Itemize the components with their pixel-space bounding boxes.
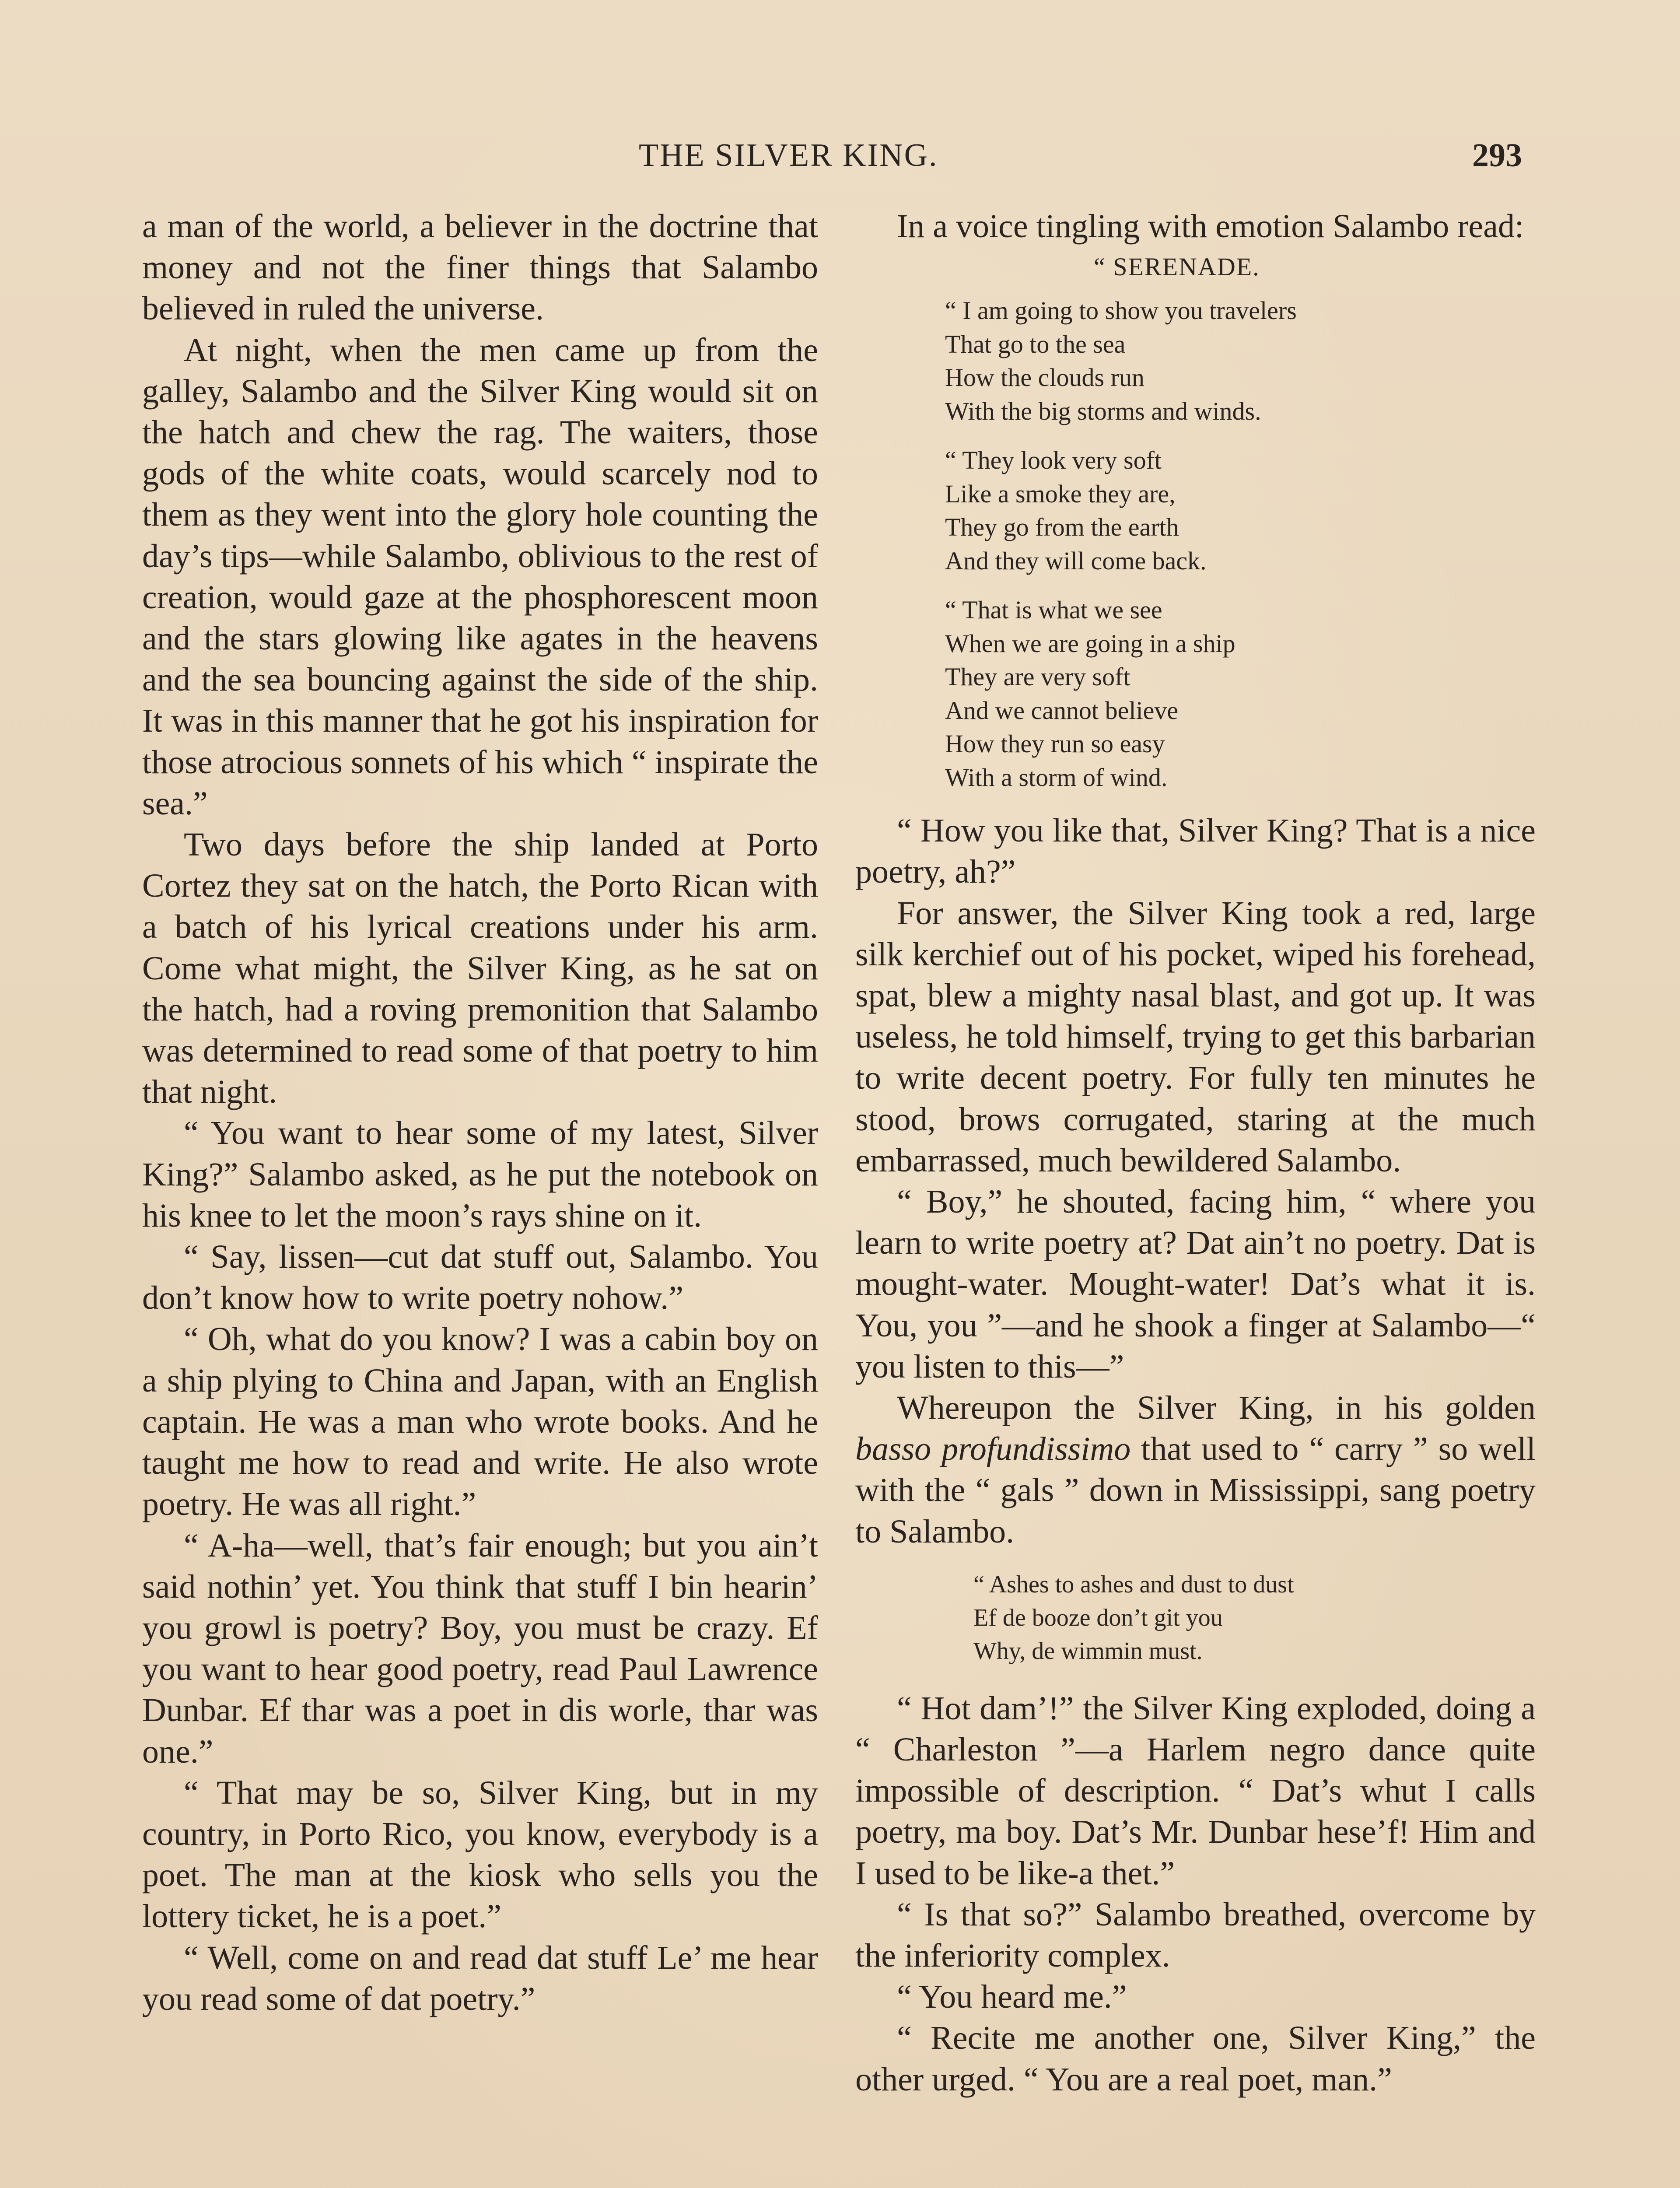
paragraph: For answer, the Silver King took a red, large silk kerchief out of his pocket, wiped his forehead, spat, blew a mighty nasal blast, and got up. It was useless, he told himself, trying to get this barbarian to write decent poetry. For fully ten minutes he stood, brows corrugated, staring at the much embarrassed, much bewildered Salambo. — [855, 894, 1536, 1179]
text-run: that used to “ carry ” so well with the “ gals ” down in Mississippi, sang poetry to Salambo. — [855, 1431, 1536, 1550]
song-line: Why, de wimmin must. — [973, 1637, 1203, 1665]
poem-stanza — [855, 444, 1536, 578]
poem-line: When we are going in a ship — [945, 629, 1236, 658]
paragraph: “ Boy,” he shouted, facing him, “ where you learn to write poetry at? Dat ain’t no poetry. Dat is mought-water. Mought-water! Dat’s what it is. You, you ”—and he shook a finger at Salambo—“ you listen to this—” — [855, 1183, 1536, 1385]
running-title: THE SILVER KING. — [639, 137, 938, 173]
poem-line: They are very soft — [945, 663, 1130, 691]
poem-stanza — [855, 593, 1536, 794]
poem-line: How they run so easy — [945, 729, 1165, 758]
poem-title: “ SERENADE. — [1094, 252, 1260, 281]
paragraph: “ Well, come on and read dat stuff Le’ me hear you read some of dat poetry.” — [142, 1939, 818, 2017]
paragraph: “ You want to hear some of my latest, Silver King?” Salambo asked, as he put the notebook on his knee to let the moon’s rays shine on it. — [142, 1115, 818, 1234]
running-header — [0, 131, 1680, 179]
paragraph: “ Oh, what do you know? I was a cabin boy on a ship plying to China and Japan, with an English captain. He was a man who wrote books. And he taught me how to read and write. He also wrote poetry. He was all right.” — [142, 1321, 818, 1523]
song-line: “ Ashes to ashes and dust to dust — [973, 1571, 1294, 1598]
song-verse — [855, 1568, 1536, 1668]
poem-line: That go to the sea — [945, 330, 1126, 358]
paragraph: “ Recite me another one, Silver King,” the other urged. “ You are a real poet, man.” — [855, 2020, 1536, 2098]
poem-stanza — [855, 294, 1536, 428]
paragraph: “ Hot dam’!” the Silver King exploded, doing a “ Charleston ”—a Harlem negro dance quite impossible of description. “ Dat’s whut I calls poetry, ma boy. Dat’s Mr. Dunbar hese’f! Him and I used to be like-a thet.” — [855, 1690, 1536, 1892]
poem-line: “ I am going to show you travelers — [945, 296, 1297, 325]
paragraph: “ That may be so, Silver King, but in my country, in Porto Rico, you know, everybody is a poet. The man at the kiosk who sells you the lottery ticket, he is a poet.” — [142, 1774, 818, 1935]
poem-line: “ That is what we see — [945, 596, 1162, 624]
paragraph: a man of the world, a believer in the doctrine that money and not the finer things that Salambo believed in ruled the universe. — [142, 208, 818, 327]
paragraph: “ A-ha—well, that’s fair enough; but you ain’t said nothin’ yet. You think that stuff I bin hearin’ you growl is poetry? Boy, you must be crazy. Ef you want to hear good poetry, read Paul Lawrence Dunbar. Ef thar was a poet in dis worle, thar was one.” — [142, 1527, 818, 1770]
text-run: Whereupon the Silver King, in his golden — [897, 1389, 1536, 1427]
page-number: 293 — [1472, 137, 1522, 174]
paragraph-whereupon — [855, 1387, 1536, 1552]
poem-line: How the clouds run — [945, 363, 1144, 392]
poem-line: With the big storms and winds. — [945, 396, 1261, 425]
left-column — [142, 206, 818, 2020]
poem-line: With a storm of wind. — [945, 763, 1168, 792]
paragraph: “ Say, lissen—cut dat stuff out, Salambo. You don’t know how to write poetry nohow.” — [142, 1238, 818, 1317]
paragraph: At night, when the men came up from the galley, Salambo and the Silver King would sit on the hatch and chew the rag. The waiters, those gods of the white coats, would scarcely nod to them as they went into the glory hole counting the day’s tips—while Salambo, oblivious to the rest of creation, would gaze at the phosphorescent moon and the stars glowing like agates in the heavens and the sea bouncing against the side of the ship. It was in this manner that he got his inspiration for those atrocious sonnets of his which “ inspirate the sea.” — [142, 331, 819, 822]
poem-line: They go from the earth — [945, 513, 1179, 542]
italic-phrase: basso profundissimo — [855, 1431, 1131, 1468]
poem-line: And they will come back. — [945, 546, 1207, 575]
poem-line: Like a smoke they are, — [945, 479, 1176, 508]
poem-line: “ They look very soft — [945, 446, 1162, 475]
paragraph: In a voice tingling with emotion Salambo read: — [897, 208, 1524, 245]
paragraph: Two days before the ship landed at Porto Cortez they sat on the hatch, the Porto Rican with a batch of his lyrical creations under his arm. Come what might, the Silver King, as he sat on the hatch, had a roving premonition that Salambo was determined to read some of that poetry to him that night. — [142, 826, 818, 1111]
poem-line: And we cannot believe — [945, 696, 1179, 725]
paragraph: “ You heard me.” — [897, 1978, 1127, 2016]
song-line: Ef de booze don’t git you — [973, 1604, 1223, 1631]
paragraph: “ How you like that, Silver King? That is a nice poetry, ah?” — [855, 812, 1536, 891]
right-column — [855, 206, 1536, 2100]
paragraph: “ Is that so?” Salambo breathed, overcome by the inferiority complex. — [855, 1896, 1536, 1974]
